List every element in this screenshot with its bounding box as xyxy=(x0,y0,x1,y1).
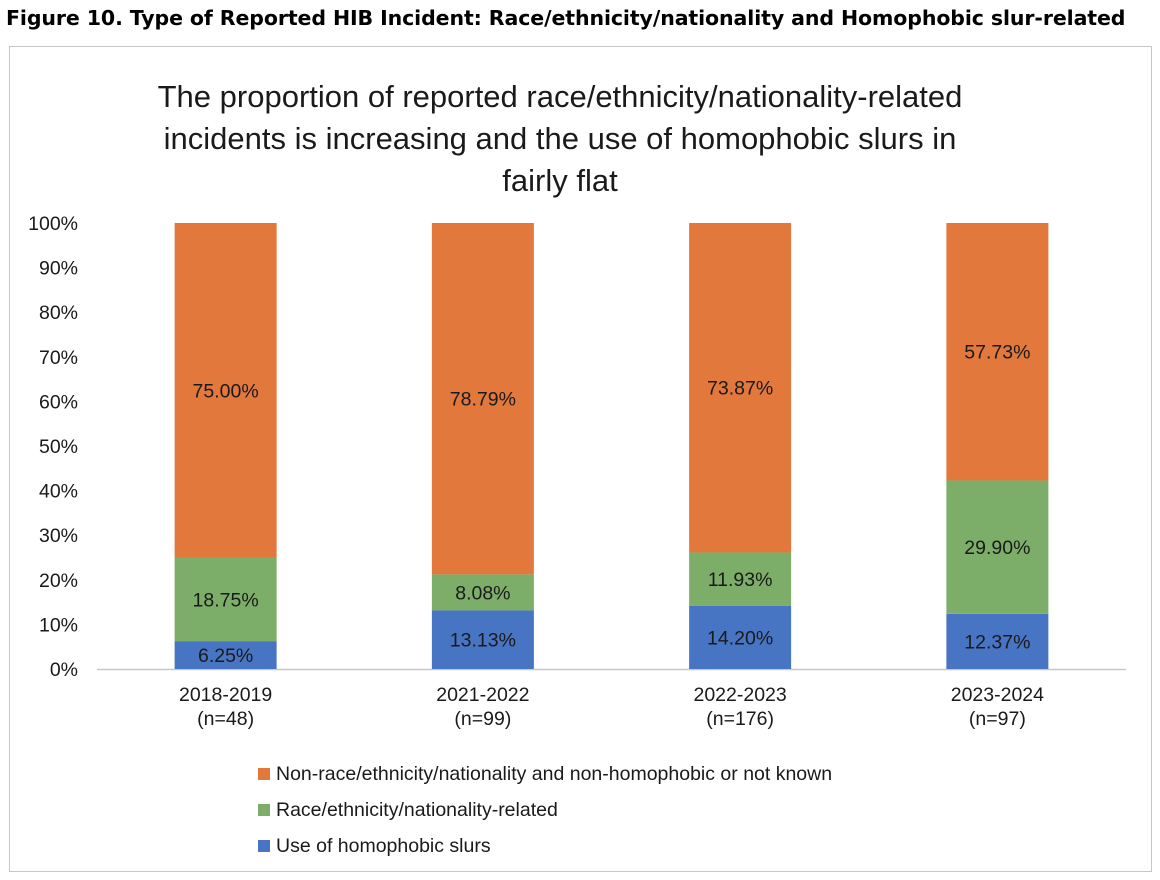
data-label: 13.13% xyxy=(449,629,516,652)
data-label: 12.37% xyxy=(964,631,1031,654)
figure-caption: Figure 10. Type of Reported HIB Incident: Race/ethnicity/nationality and Homophobic slur-related xyxy=(6,6,1126,30)
data-label: 11.93% xyxy=(707,569,773,592)
legend-label-homophobic: Use of homophobic slurs xyxy=(276,834,491,857)
y-tick-label: 10% xyxy=(38,614,78,637)
legend-item-non-race xyxy=(258,756,832,792)
x-tick-label: 2023-2024 xyxy=(950,684,1045,706)
x-tick-label: 2021-2022 xyxy=(436,684,530,706)
x-tick-label: (n=97) xyxy=(968,708,1026,730)
legend-item-homophobic xyxy=(258,828,832,864)
x-tick-label: (n=176) xyxy=(706,708,775,730)
legend-swatch-orange xyxy=(258,768,270,780)
chart-legend xyxy=(258,756,832,864)
data-label: 29.90% xyxy=(964,537,1031,560)
data-label: 18.75% xyxy=(192,589,259,612)
legend-item-race xyxy=(258,792,832,828)
data-label: 14.20% xyxy=(707,627,774,650)
y-tick-label: 50% xyxy=(38,436,78,458)
legend-swatch-blue xyxy=(258,840,270,852)
data-label: 8.08% xyxy=(455,582,511,605)
data-label: 75.00% xyxy=(192,380,259,403)
y-tick-label: 60% xyxy=(38,391,78,414)
legend-label-non-race: Non-race/ethnicity/nationality and non-homophobic or not known xyxy=(276,762,833,785)
y-tick-label: 70% xyxy=(38,346,78,369)
x-tick-label: (n=48) xyxy=(197,708,255,730)
data-label: 78.79% xyxy=(449,388,516,411)
x-tick-label: (n=99) xyxy=(454,708,512,730)
chart-title-line-1: The proportion of reported race/ethnicity/nationality-related xyxy=(157,79,963,114)
y-tick-label: 90% xyxy=(38,257,78,280)
data-label: 57.73% xyxy=(964,341,1031,364)
data-label: 6.25% xyxy=(197,645,254,668)
legend-swatch-green xyxy=(258,804,270,816)
data-label: 73.87% xyxy=(707,377,774,400)
y-tick-label: 20% xyxy=(38,569,78,592)
legend-label-race: Race/ethnicity/nationality-related xyxy=(276,798,558,821)
chart-title-line-3: fairly flat xyxy=(502,163,618,198)
x-tick-label: 2018-2019 xyxy=(178,684,273,706)
x-tick-label: 2022-2023 xyxy=(693,684,787,706)
y-tick-label: 80% xyxy=(38,302,78,325)
chart-title-line-2: incidents is increasing and the use of homophobic slurs in xyxy=(163,121,957,156)
y-tick-label: 100% xyxy=(28,213,78,235)
y-tick-label: 40% xyxy=(38,480,78,503)
y-tick-label: 30% xyxy=(38,525,78,548)
y-tick-label: 0% xyxy=(49,659,78,681)
